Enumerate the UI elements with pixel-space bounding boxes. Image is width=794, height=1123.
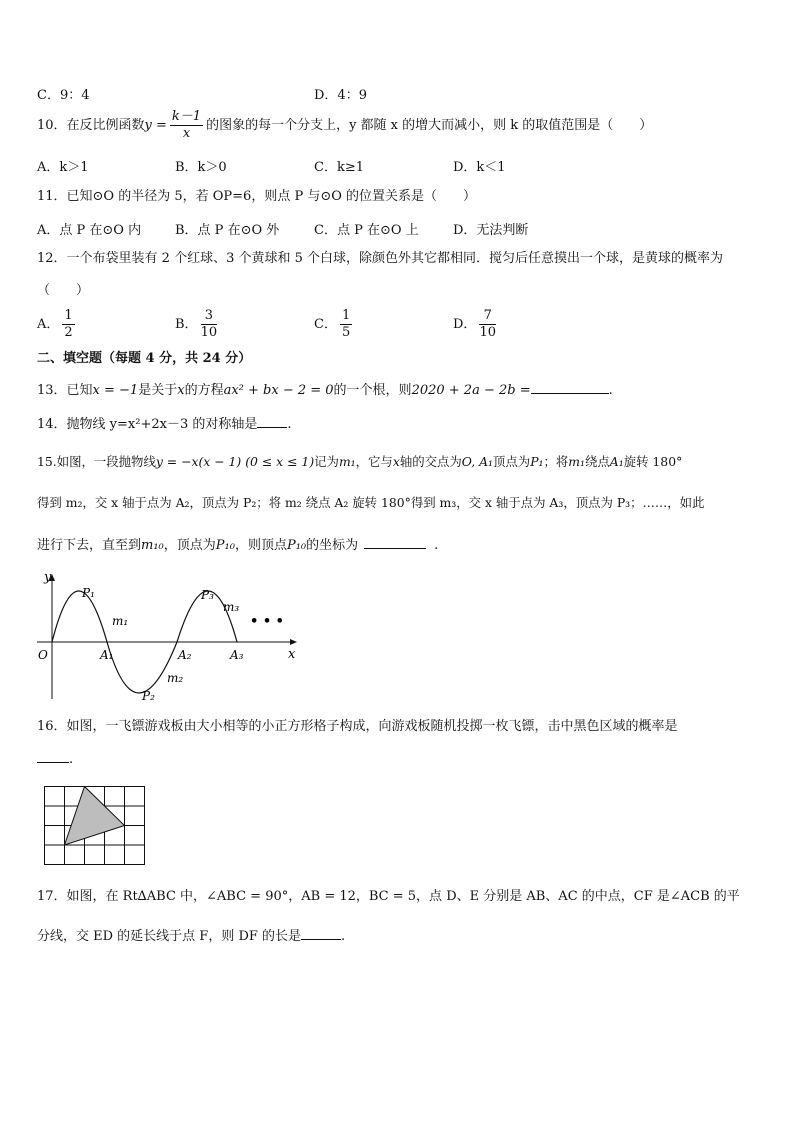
q11-option-c: C．点 P 在⊙O 上 <box>314 223 419 238</box>
q15-stem-line2: 得到 m₂，交 x 轴于点为 A₂，顶点为 P₂；将 m₂ 绕点 A₂ 旋转 180°得到 m₃，交 x 轴于点为 A₃，顶点为 P₃；……，如此 <box>37 495 705 510</box>
q9-option-c: C．9：4 <box>37 88 90 103</box>
q13-stem: 13．已知x = −1是关于x的方程ax² + bx − 2 = 0的一个根，则2020 + 2a − 2b = . <box>37 383 613 398</box>
q14-stem: 14．抛物线 y=x²+2x－3 的对称轴是 . <box>37 417 292 432</box>
q11-option-d: D．无法判断 <box>453 223 529 238</box>
q16-answer-blank[interactable] <box>37 750 69 763</box>
q16-stem-line1: 16．如图，一飞镖游戏板由大小相等的小正方形格子构成，向游戏板随机投掷一枚飞镖，击中黑色区域的概率是 <box>37 719 678 734</box>
graph-label-a3: A₃ <box>230 648 244 662</box>
q14-answer-blank[interactable] <box>257 415 287 428</box>
q13-answer-blank[interactable] <box>531 381 609 394</box>
q17-stem-line1: 17．如图，在 Rt∆ABC 中，∠ABC = 90°，AB = 12，BC = 5，点 D、E 分别是 AB、AC 的中点，CF 是∠ACB 的平 <box>37 889 740 904</box>
q10-option-a: A．k＞1 <box>37 160 89 175</box>
q9-option-d: D．4：9 <box>314 88 367 103</box>
q12-stem-line1: 12．一个布袋里装有 2 个红球、3 个黄球和 5 个白球，除颜色外其它都相同．搅匀后任意摸出一个球，是黄球的概率为 <box>37 251 724 266</box>
q17-stem-line2: 分线，交 ED 的延长线于点 F，则 DF 的长是 . <box>37 929 346 944</box>
section-2-heading: 二、填空题（每题 4 分，共 24 分） <box>37 351 252 366</box>
graph-label-m3: m₃ <box>223 600 240 614</box>
q11-stem: 11．已知⊙O 的半径为 5，若 OP=6，则点 P 与⊙O 的位置关系是（ ） <box>37 189 477 204</box>
graph-label-m1: m₁ <box>112 614 129 628</box>
q17-answer-blank[interactable] <box>301 927 341 940</box>
graph-label-p3: P₃ <box>201 588 214 602</box>
q10-option-b: B．k＞0 <box>175 160 227 175</box>
q11-option-a: A．点 P 在⊙O 内 <box>37 223 142 238</box>
q16-stem-line2: . <box>37 750 73 769</box>
graph-label-origin: O <box>38 648 48 662</box>
q15-answer-blank[interactable] <box>364 536 426 549</box>
q10-fraction: $\frac{k-1}{x}$ <box>171 109 202 141</box>
q12-stem-line2: （ ） <box>37 283 90 298</box>
graph-label-m2: m₂ <box>167 671 184 685</box>
q10-option-d: D．k＜1 <box>453 160 506 175</box>
q16-dartboard-grid <box>44 786 148 866</box>
graph-label-y: y <box>44 570 52 585</box>
graph-label-p1: P₁ <box>82 586 95 600</box>
q12-option-d: D． $\frac{7}{10}$ <box>453 308 496 340</box>
q15-stem-line1: 15.如图，一段抛物线y = −x(x − 1) (0 ≤ x ≤ 1)记为m₁，它与x轴的交点为O, A₁顶点为P₁；将m₁绕点A₁旋转 180° <box>37 454 683 469</box>
q12-option-a: A． $\frac{1}{2}$ <box>37 308 73 340</box>
graph-label-a1: A₁ <box>100 648 114 662</box>
q11-option-b: B．点 P 在⊙O 外 <box>175 223 280 238</box>
shaded-triangle <box>65 787 125 846</box>
graph-label-p2: P₂ <box>142 689 155 703</box>
graph-label-x: x <box>288 647 296 662</box>
q10-stem: 10．在反比例函数y = $\frac{k-1}{x}$ 的图象的每一个分支上，y 都随 x 的增大而减小，则 k 的取值范围是（ ） <box>37 109 653 141</box>
graph-continuation-dots: • • • <box>250 614 284 629</box>
q10-option-c: C．k≥1 <box>314 160 364 175</box>
graph-label-a2: A₂ <box>178 648 192 662</box>
q15-stem-line3: 进行下去，直至到m₁₀，顶点为P₁₀，则顶点P₁₀的坐标为 . <box>37 538 439 553</box>
q15-parabola-graph <box>30 565 310 705</box>
q12-option-c: C． $\frac{1}{5}$ <box>314 308 351 340</box>
q10-func-lhs: y = <box>144 118 167 133</box>
q12-option-b: B． $\frac{3}{10}$ <box>175 308 218 340</box>
